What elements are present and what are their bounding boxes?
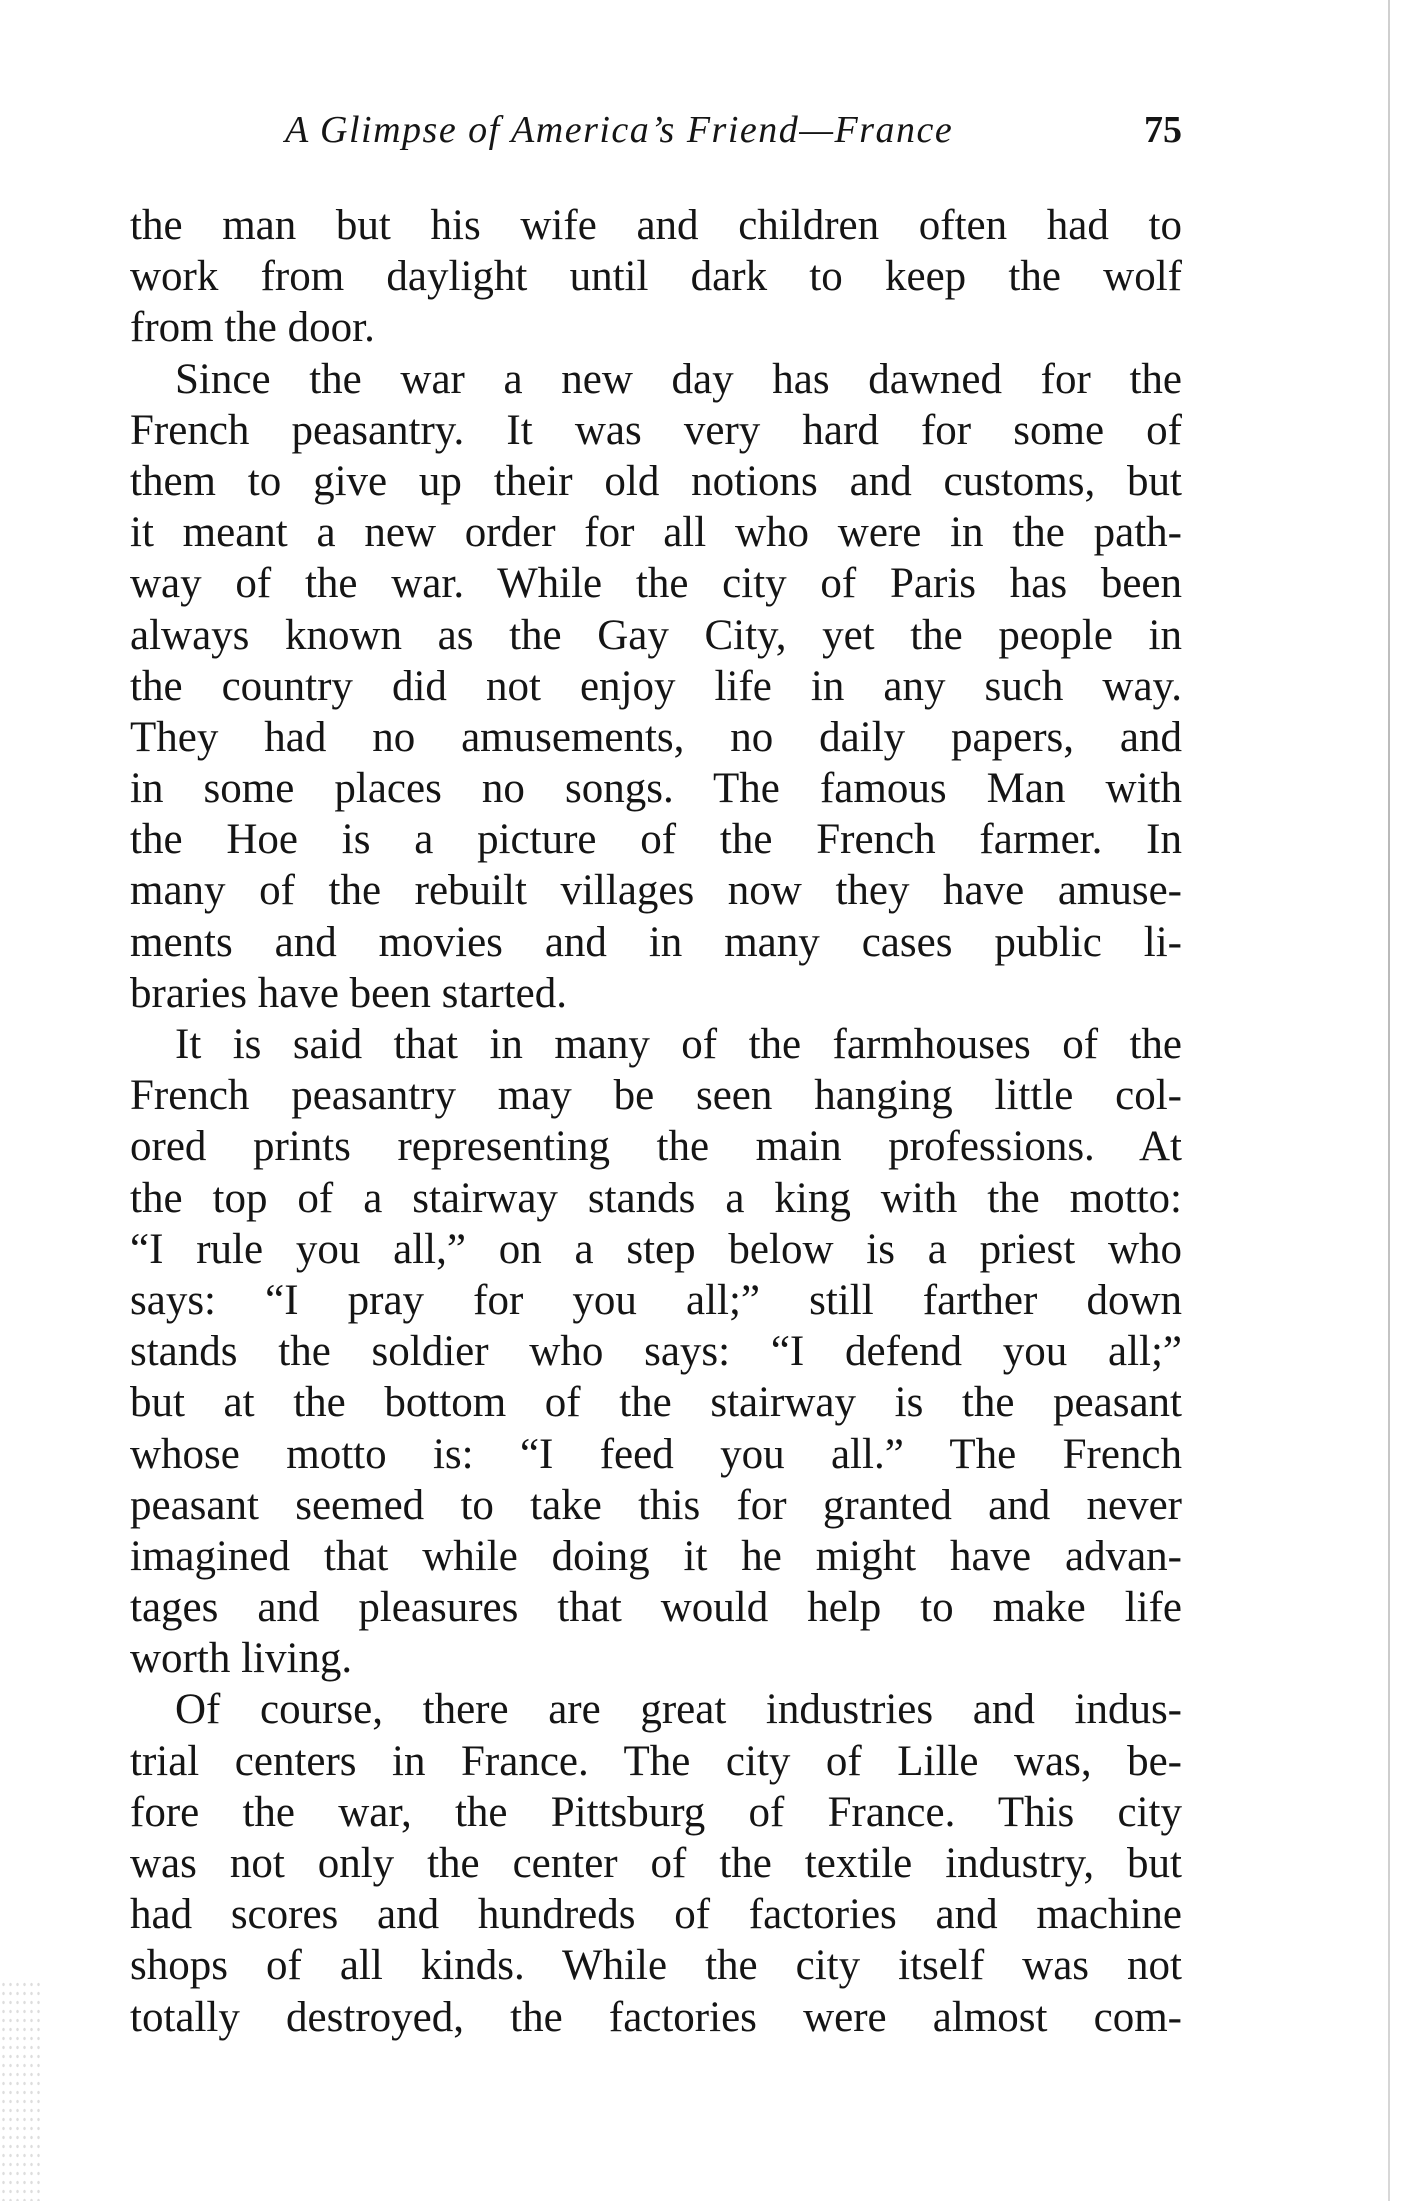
text-line: them to give up their old notions and customs, but (130, 457, 1182, 505)
text-line: It is said that in many of the farmhouses of the (175, 1021, 1182, 1068)
text-line: whose motto is: “I feed you all.” The French (130, 1430, 1182, 1478)
paper-speckle (0, 1980, 40, 2201)
text-line: shops of all kinds. While the city itself was not (130, 1942, 1182, 1990)
text-line: was not only the center of the textile industry, but (130, 1840, 1182, 1887)
text-line: ored prints representing the main professions. At (130, 1123, 1182, 1171)
text-line: the man but his wife and children often had to (130, 202, 1182, 249)
running-head (130, 108, 1182, 164)
text-line: They had no amusements, no daily papers, and (130, 713, 1182, 761)
text-line: imagined that while doing it he might have advan- (130, 1532, 1182, 1580)
text-line: braries have been started. (130, 969, 567, 1017)
text-line: work from daylight until dark to keep the wolf (130, 253, 1182, 301)
text-line: worth living. (130, 1635, 353, 1683)
text-line: totally destroyed, the factories were almost com- (130, 1993, 1182, 2041)
text-line: had scores and hundreds of factories and machine (130, 1891, 1182, 1939)
text-line: trial centers in France. The city of Lille was, be- (130, 1737, 1182, 1785)
text-line: Since the war a new day has dawned for the (175, 355, 1182, 403)
body-text (130, 200, 1182, 2043)
text-line: stands the soldier who says: “I defend you all;” (130, 1328, 1182, 1376)
text-line: in some places no songs. The famous Man with (130, 765, 1182, 813)
text-line: says: “I pray for you all;” still farther down (130, 1276, 1182, 1324)
text-line: always known as the Gay City, yet the people in (130, 611, 1182, 659)
text-line: from the door. (130, 304, 375, 352)
text-line: the top of a stairway stands a king with the motto: (130, 1174, 1182, 1222)
text-line: the Hoe is a picture of the French farmer. In (130, 816, 1182, 864)
text-line: tages and pleasures that would help to make life (130, 1584, 1182, 1632)
text-line: fore the war, the Pittsburg of France. This city (130, 1788, 1182, 1836)
text-line: it meant a new order for all who were in the path- (130, 509, 1182, 557)
text-line: way of the war. While the city of Paris has been (130, 560, 1182, 608)
text-line: but at the bottom of the stairway is the peasant (130, 1379, 1182, 1427)
text-line: the country did not enjoy life in any such way. (130, 662, 1182, 710)
text-line: French peasantry. It was very hard for some of (130, 406, 1182, 454)
text-line: Of course, there are great industries and indus- (175, 1686, 1182, 1734)
text-line: peasant seemed to take this for granted and never (130, 1481, 1182, 1529)
text-line: ments and movies and in many cases public li- (130, 918, 1182, 966)
page-edge-rule (1388, 0, 1390, 2201)
text-line: “I rule you all,” on a step below is a priest who (130, 1225, 1182, 1273)
page-number: 75 (1144, 109, 1182, 151)
text-line: many of the rebuilt villages now they have amuse- (130, 867, 1182, 915)
running-title: A Glimpse of America’s Friend—France (285, 109, 954, 151)
text-line: French peasantry may be seen hanging little col- (130, 1072, 1182, 1120)
